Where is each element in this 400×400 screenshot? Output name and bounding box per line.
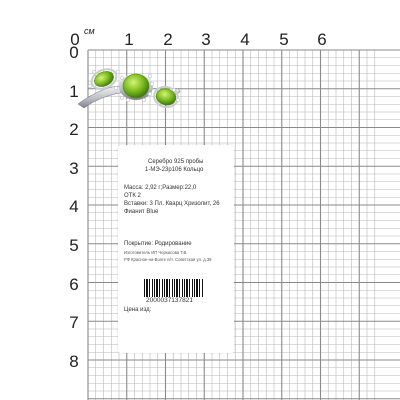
price-label: Цена изд:: [124, 307, 152, 313]
y-axis-number: 3: [69, 159, 79, 178]
x-axis-number: 1: [124, 30, 134, 49]
tag-article: 1-МЭ-23р106 Кольцо: [145, 167, 204, 173]
y-axis-number: 6: [69, 275, 79, 294]
tag-address: РФ Красное-на-Волге п/п. Советская ул. д.39: [124, 257, 212, 262]
cubic-zirconia-stone: [126, 98, 130, 102]
y-axis-number: 7: [69, 313, 79, 332]
tag-inserts-2: Фианит Blue: [124, 209, 159, 215]
tag-metal: Серебро 925 пробы: [148, 159, 204, 165]
x-axis-number: 6: [317, 30, 327, 49]
cubic-zirconia-stone: [92, 70, 96, 74]
tag-weight-size: Масса: 2,92 г;Размер:22,0: [124, 185, 197, 191]
tag-inserts: Вставки: 3 Пл. Кварц Хризолит, 26: [124, 201, 220, 207]
barcode-number: 2000037137821: [146, 297, 193, 304]
barcode: [144, 279, 204, 297]
x-axis-number: 3: [201, 30, 211, 49]
y-axis-number: 8: [69, 352, 79, 371]
tag-manufacturer: Изготовитель ИП Черкасова Т.В.: [124, 250, 188, 255]
tag-otk: ОТК 2: [124, 193, 141, 199]
cubic-zirconia-stone: [120, 76, 124, 80]
cubic-zirconia-stone: [148, 74, 152, 78]
x-axis-number: 4: [240, 30, 250, 49]
cubic-zirconia-stone: [142, 98, 146, 102]
cubic-zirconia-stone: [88, 84, 92, 88]
unit-label: см: [84, 26, 95, 36]
cubic-zirconia-stone: [114, 86, 118, 90]
y-axis-number: 0: [69, 43, 79, 62]
y-axis-number: 1: [69, 82, 79, 101]
cubic-zirconia-stone: [120, 96, 124, 100]
gemstone-center: [123, 74, 149, 98]
cubic-zirconia-stone: [150, 82, 154, 86]
x-axis-number: 2: [163, 30, 173, 49]
y-axis-number: 4: [69, 197, 79, 216]
cubic-zirconia-stone: [172, 88, 176, 92]
tag-coating: Покрытие: Родирование: [124, 241, 192, 247]
price-tag: [118, 145, 234, 353]
cubic-zirconia-stone: [148, 92, 152, 96]
y-axis-number: 5: [69, 236, 79, 255]
y-axis-number: 2: [69, 120, 79, 139]
x-axis-number: 0: [70, 30, 80, 49]
x-axis-number: 5: [279, 30, 289, 49]
cubic-zirconia-stone: [116, 70, 120, 74]
cubic-zirconia-stone: [176, 98, 180, 102]
